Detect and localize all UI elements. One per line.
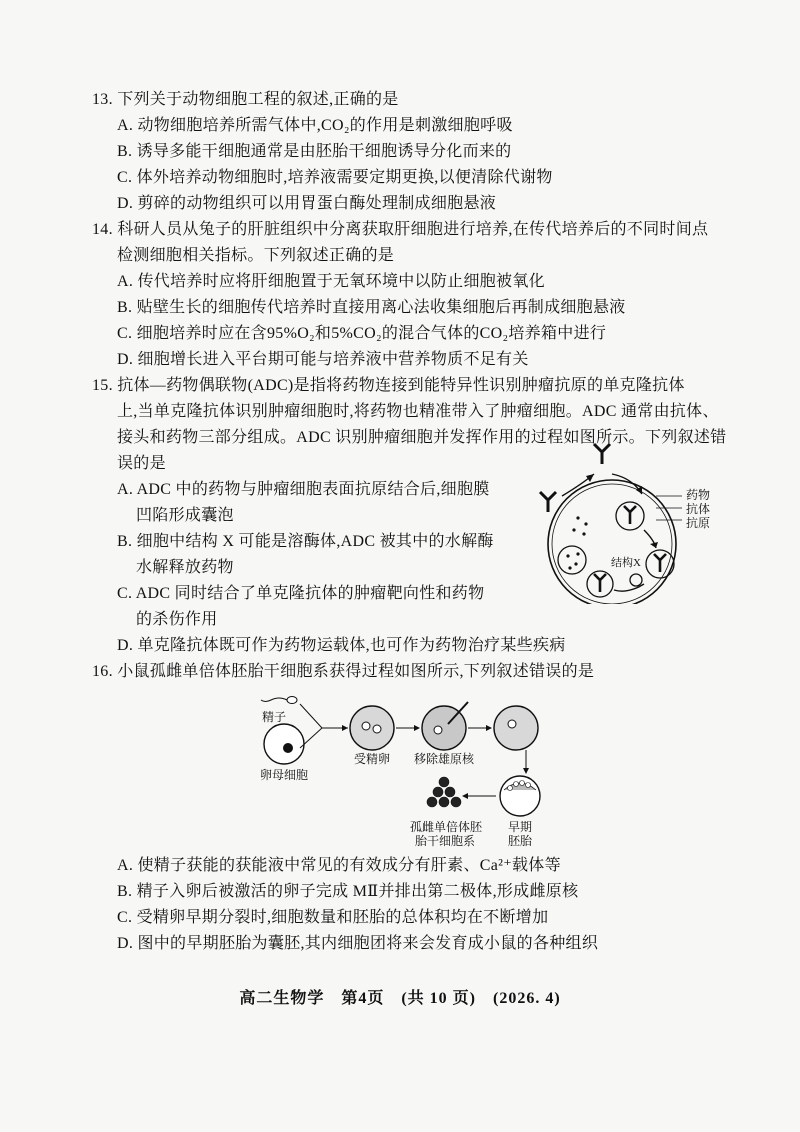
q13-option-d: D. 剪碎的动物组织可以用胃蛋白酶处理制成细胞悬液 <box>117 195 497 212</box>
adc-mechanism-figure <box>532 434 712 604</box>
sperm-icon <box>261 697 297 704</box>
q14-stem-line1: 14. 科研人员从兔子的肝脏组织中分离获取肝细胞进行培养,在传代培养后的不同时间点 <box>92 221 709 238</box>
cell-colony-icon <box>427 777 461 807</box>
q14-option-c: C. 细胞培养时应在含95%O₂和5%CO₂的混合气体的CO₂培养箱中进行 <box>117 325 607 342</box>
esc-line-label-1: 孤雌单倍体胚 <box>410 820 483 834</box>
page-footer: 高二生物学 第4页 (共 10 页) (2026. 4) <box>239 990 561 1007</box>
adc-molecule <box>540 444 610 512</box>
q15-stem-line3: 接头和药物三部分组成。ADC 识别肿瘤细胞并发挥作用的过程如图所示。下列叙述错 <box>117 429 727 446</box>
early-embryo-label-1: 早期 <box>508 820 533 834</box>
q13-option-a: A. 动物细胞培养所需气体中,CO₂的作用是刺激细胞呼吸 <box>117 117 513 134</box>
q15-option-a-line1: A. ADC 中的药物与肿瘤细胞表面抗原结合后,细胞膜 <box>117 481 490 498</box>
q14-option-d: D. 细胞增长进入平台期可能与培养液中营养物质不足有关 <box>117 351 529 368</box>
q14-option-b: B. 贴壁生长的细胞传代培养时直接用离心法收集细胞后再制成细胞悬液 <box>117 299 626 316</box>
q14-stem-line2: 检测细胞相关指标。下列叙述正确的是 <box>117 247 395 264</box>
legend-antibody: 抗体 <box>686 502 711 516</box>
esc-line-label-2: 胎干细胞系 <box>415 834 476 848</box>
q14-option-a: A. 传代培养时应将肝细胞置于无氧环境中以防止细胞被氧化 <box>117 273 545 290</box>
oocyte-label: 卵母细胞 <box>260 768 309 782</box>
structure-x-label: 结构X <box>611 557 641 569</box>
q16-stem: 16. 小鼠孤雌单倍体胚胎干细胞系获得过程如图所示,下列叙述错误的是 <box>92 663 595 680</box>
early-embryo-label-2: 胚胎 <box>508 834 533 848</box>
enucleation-icon <box>422 702 468 750</box>
q13-option-c: C. 体外培养动物细胞时,培养液需要定期更换,以便清除代谢物 <box>117 169 553 186</box>
q15-stem-line2: 上,当单克隆抗体识别肿瘤细胞时,将药物也精准带入了肿瘤细胞。ADC 通常由抗体、 <box>117 403 719 420</box>
q16-option-b: B. 精子入卵后被激活的卵子完成 MⅡ并排出第二极体,形成雌原核 <box>117 883 579 900</box>
zygote-icon <box>350 706 394 750</box>
q15-option-c-line1: C. ADC 同时结合了单克隆抗体的肿瘤靶向性和药物 <box>117 585 485 602</box>
q15-option-a-line2: 凹陷形成囊泡 <box>136 507 234 524</box>
q16-option-d: D. 图中的早期胚胎为囊胚,其内细胞团将来会发育成小鼠的各种组织 <box>117 935 599 952</box>
zygote-label: 受精卵 <box>354 752 391 766</box>
legend-drug: 药物 <box>686 488 711 502</box>
oocyte-icon <box>264 724 304 764</box>
blastocyst-icon <box>500 776 540 816</box>
q15-option-b-line2: 水解释放药物 <box>136 559 234 576</box>
haploid-egg-icon <box>494 706 538 750</box>
remove-pronucleus-label: 移除雄原核 <box>414 752 475 766</box>
q15-option-b-line1: B. 细胞中结构 X 可能是溶酶体,ADC 被其中的水解酶 <box>117 533 494 550</box>
sperm-label: 精子 <box>262 710 287 724</box>
legend-antigen: 抗原 <box>686 516 711 530</box>
q15-option-d: D. 单克隆抗体既可作为药物运载体,也可作为药物治疗某些疾病 <box>117 637 566 654</box>
q15-stem-line1: 15. 抗体—药物偶联物(ADC)是指将药物连接到能特异性识别肿瘤抗原的单克隆抗体 <box>92 377 685 394</box>
q15-stem-line4: 误的是 <box>117 455 166 472</box>
q16-option-c: C. 受精卵早期分裂时,细胞数量和胚胎的总体积均在不断增加 <box>117 909 549 926</box>
q13-stem: 13. 下列关于动物细胞工程的叙述,正确的是 <box>92 91 399 108</box>
q15-option-c-line2: 的杀伤作用 <box>136 611 218 628</box>
q13-option-b: B. 诱导多能干细胞通常是由胚胎干细胞诱导分化而来的 <box>117 143 512 160</box>
q16-option-a: A. 使精子获能的获能液中常见的有效成分有肝素、Ca²⁺载体等 <box>117 857 561 874</box>
